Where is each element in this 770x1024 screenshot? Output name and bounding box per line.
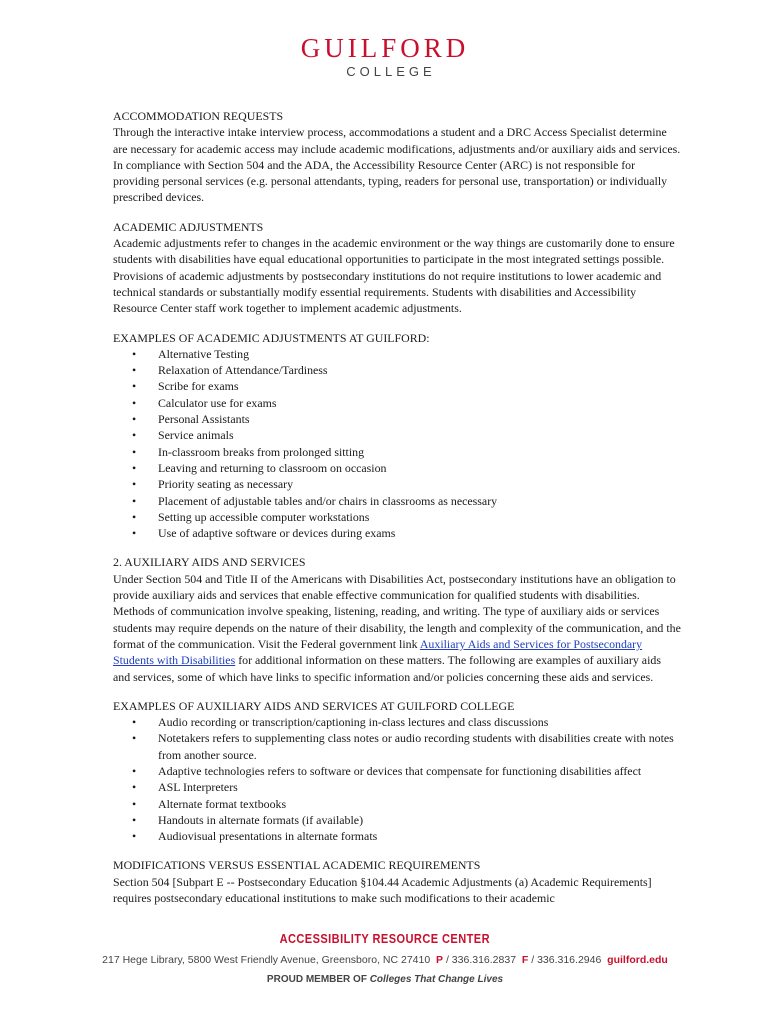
section-paragraph: Through the interactive intake interview process, accommodations a student and a DRC Access Specialist determine are necessary for academic access may include academic modifications, adjustments and/or auxiliary aids and services. In compliance with Section 504 and the ADA, the Accessibility Resource Center (ARC) is not responsible for providing personal services (e.g. personal attendants, typing, readers for personal use, transportation) or individually prescribed devices. [113,125,681,205]
section-heading: EXAMPLES OF AUXILIARY AIDS AND SERVICES AT GUILFORD COLLEGE [113,698,515,713]
section-heading: 2. AUXILIARY AIDS AND SERVICES [113,555,306,570]
section-examples-academic [113,330,681,542]
auxiliary-aids-list [113,714,681,844]
section-heading: ACADEMIC ADJUSTMENTS [113,219,264,234]
footer-contact [0,954,770,966]
logo-wordmark: GUILFORD [300,33,470,63]
list-item: • Adaptive technologies refers to software or devices that compensate for functioning disabilities affect [113,763,681,779]
list-item: • Handouts in alternate formats (if available) [113,812,681,828]
document-body [113,108,681,919]
paragraph-text: Under Section 504 and Title II of the Americans with Disabilities Act, postsecondary institutions have an obligation to provide auxiliary aids and services that enable effective communication for qualified students with disabilities. Methods of communication involve speaking, listening, reading, and writing. The type of auxiliary aids or services students may require depends on the nature of their disability, the length and complexity of the communication, and the format of the communication. Visit the Federal government link [113,571,681,651]
list-item: • Service animals [113,427,681,443]
website-link[interactable]: guilford.edu [607,954,668,966]
list-item: • Priority seating as necessary [113,476,681,492]
section-heading: ACCOMMODATION REQUESTS [113,109,284,123]
section-paragraph: Academic adjustments refer to changes in the academic environment or the way things are customarily done to ensure students with disabilities have equal educational opportunities to participate in the most integrated settings possible. Provisions of academic adjustments by postsecondary institutions do not require institutions to lower academic and technical standards or substantially modify essential requirements. Students with disabilities and Accessibility Resource Center staff work together to implement academic adjustments. [113,236,675,316]
logo-subtitle: COLLEGE [346,64,436,79]
section-paragraph: Section 504 [Subpart E -- Postsecondary Education §104.44 Academic Adjustments (a) Academic Requirements] requires postsecondary educational institutions to make such modifications to their academic [113,874,652,906]
list-item: • Notetakers refers to supplementing class notes or audio recording students with disabilities create with notes from another source. [113,730,681,763]
list-item: • Calculator use for exams [113,395,681,411]
membership-prefix: PROUD MEMBER OF [266,974,367,985]
section-examples-auxiliary [113,698,681,845]
phone-label: P [436,954,444,966]
list-item: • Audio recording or transcription/captioning in-class lectures and class discussions [113,714,681,730]
section-paragraph [113,571,681,685]
section-modifications [113,857,681,906]
section-heading: EXAMPLES OF ACADEMIC ADJUSTMENTS AT GUILFORD: [113,330,430,345]
list-item: • Setting up accessible computer workstations [113,509,681,525]
paragraph-text: for additional information on these matters. The following are examples of auxiliary aids and services, some of which have links to specific information and/or policies concerning these aids and services. [113,653,661,684]
list-item: • Personal Assistants [113,411,681,427]
phone-number: / 336.316.2837 [445,954,517,966]
membership-name: Colleges That Change Lives [369,974,504,985]
list-item: • ASL Interpreters [113,779,681,795]
fax-number: / 336.316.2946 [531,954,602,966]
list-item: • Audiovisual presentations in alternate formats [113,828,681,844]
section-heading: MODIFICATIONS VERSUS ESSENTIAL ACADEMIC REQUIREMENTS [113,858,481,873]
auxiliary-aids-link[interactable]: Auxiliary Aids and Services for Postsecondary Students with Disabilities [113,636,643,668]
list-item: • Scribe for exams [113,378,681,394]
footer-address: 217 Hege Library, 5800 West Friendly Avenue, Greensboro, NC 27410 [102,954,431,966]
list-item: • Alternative Testing [113,346,681,362]
academic-adjustments-list [113,346,681,542]
footer-membership [0,974,770,985]
guilford-college-logo [0,34,770,80]
list-item: • Alternate format textbooks [113,796,681,812]
list-item: • Placement of adjustable tables and/or chairs in classrooms as necessary [113,493,681,509]
section-accommodation-requests [113,108,681,206]
section-auxiliary-aids [113,554,681,684]
list-item: • Use of adaptive software or devices during exams [113,525,681,541]
section-academic-adjustments [113,219,681,317]
list-item: • Relaxation of Attendance/Tardiness [113,362,681,378]
page-footer [0,930,770,985]
fax-label: F [521,954,529,966]
list-item: • Leaving and returning to classroom on occasion [113,460,681,476]
list-item: • In-classroom breaks from prolonged sitting [113,444,681,460]
footer-title: ACCESSIBILITY RESOURCE CENTER [279,931,491,946]
